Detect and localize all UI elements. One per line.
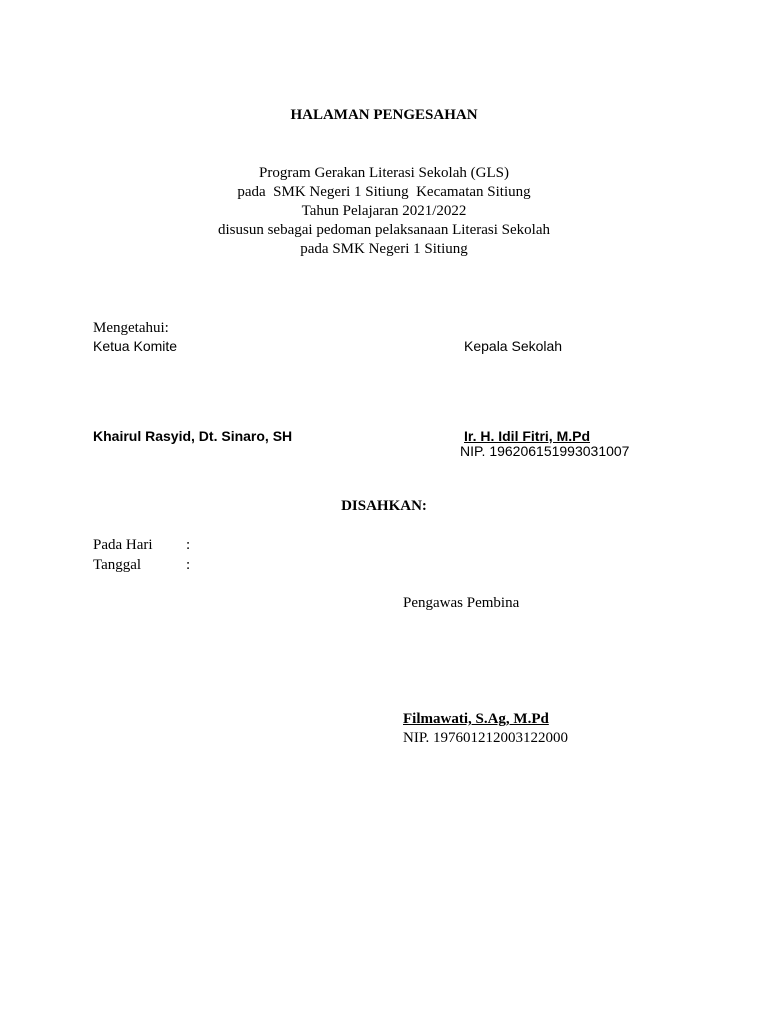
intro-line: Program Gerakan Literasi Sekolah (GLS)	[259, 165, 509, 181]
intro-line: Tahun Pelajaran 2021/2022	[301, 203, 467, 219]
disahkan-heading: DISAHKAN:	[341, 498, 427, 514]
ketua-komite-label: Ketua Komite	[93, 338, 178, 354]
pengawas-name: Filmawati, S.Ag, M.Pd	[403, 711, 549, 727]
kepala-sekolah-label: Kepala Sekolah	[464, 338, 563, 354]
mengetahui-label: Mengetahui:	[93, 320, 169, 336]
intro-line: pada SMK Negeri 1 Sitiung Kecamatan Sitiung	[237, 184, 531, 200]
intro-block	[0, 164, 768, 259]
pada-hari-colon: :	[186, 537, 191, 553]
tanggal-label: Tanggal	[93, 557, 142, 573]
pengawas-label: Pengawas Pembina	[403, 595, 520, 611]
tanggal-colon: :	[186, 557, 191, 573]
intro-line: pada SMK Negeri 1 Sitiung	[300, 241, 468, 257]
pada-hari-label: Pada Hari	[93, 537, 153, 553]
page-title: HALAMAN PENGESAHAN	[290, 107, 478, 123]
pengawas-nip: NIP. 197601212003122000	[403, 730, 569, 746]
ketua-komite-name: Khairul Rasyid, Dt. Sinaro, SH	[93, 428, 293, 444]
kepala-sekolah-nip: NIP. 196206151993031007	[460, 443, 630, 459]
intro-line: disusun sebagai pedoman pelaksanaan Literasi Sekolah	[218, 222, 550, 238]
kepala-sekolah-name: Ir. H. Idil Fitri, M.Pd	[464, 428, 591, 444]
